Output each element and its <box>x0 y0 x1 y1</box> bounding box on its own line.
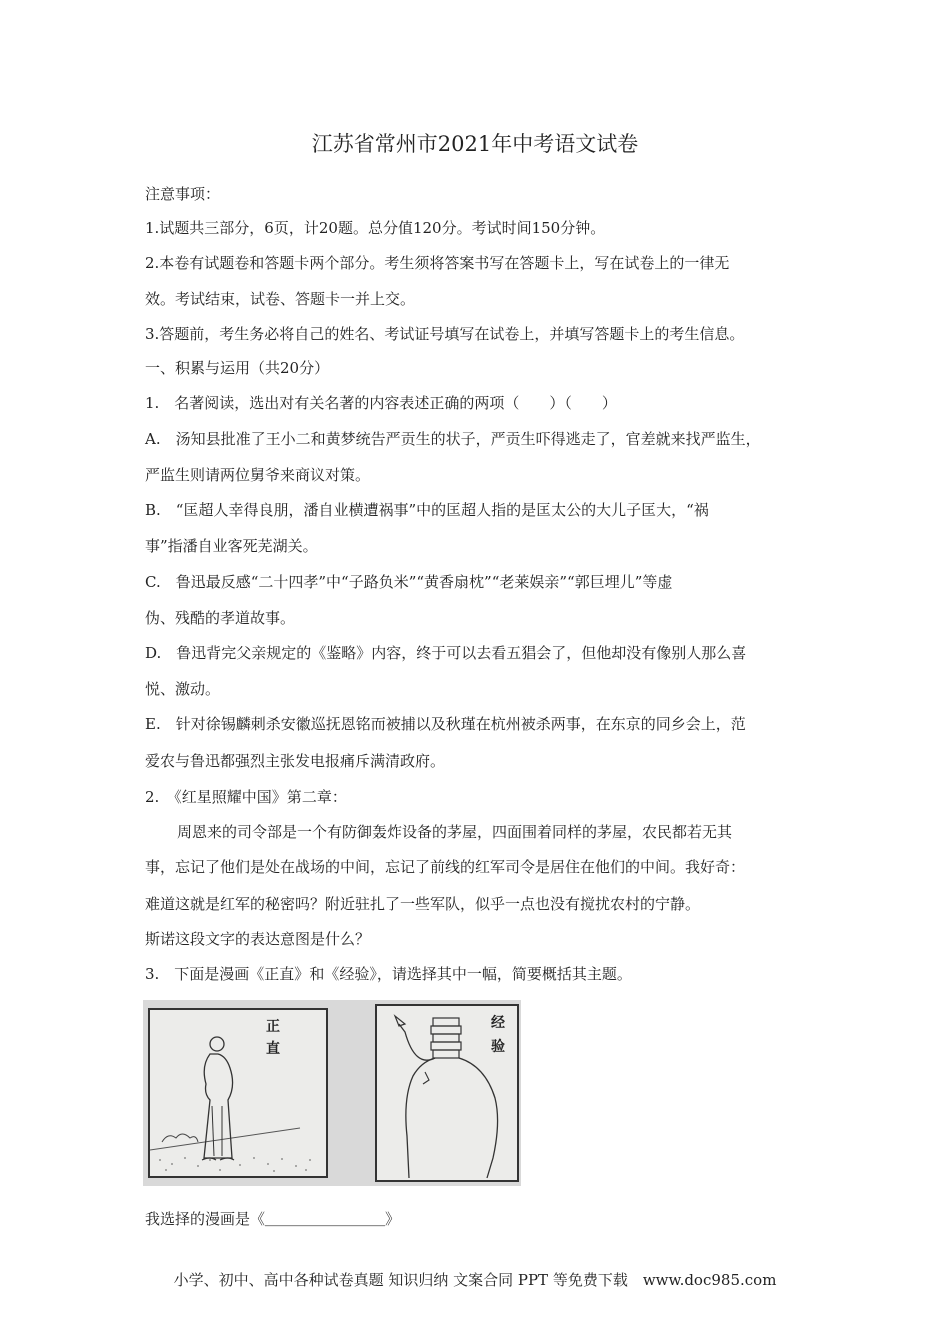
notes-line-2b: 效。考试结束，试卷、答题卡一并上交。 <box>145 290 416 308</box>
comic-zhengzhi-panel <box>148 1008 328 1178</box>
passage-line-2: 事，忘记了他们是处在战场的中间，忘记了前线的红军司令是居住在他们的中间。我好奇： <box>145 858 746 876</box>
comic-jingyan-panel <box>375 1004 519 1182</box>
notes-line-2a: 2.本卷有试题卷和答题卡两个部分。考生须将答案书写在答题卡上，写在试卷上的一律无 <box>145 254 730 272</box>
notes-line-1: 1.试题共三部分，6页，计20题。总分值120分。考试时间150分钟。 <box>145 219 606 237</box>
question-3-stem: 3. 下面是漫画《正直》和《经验》，请选择其中一幅，简要概括其主题。 <box>145 965 632 983</box>
question-2-stem: 2. 《红星照耀中国》第二章： <box>145 788 347 806</box>
comic-zhengzhi-drawing <box>150 1010 326 1176</box>
option-a-line-2: 严监生则请两位舅爷来商议对策。 <box>145 466 371 484</box>
comic-jingyan-caption-2: 验 <box>491 1039 505 1055</box>
comic-jingyan-caption-1: 经 <box>491 1015 505 1031</box>
passage-line-3: 难道这就是红军的秘密吗？附近驻扎了一些军队，似乎一点也没有搅扰农村的宁静。 <box>145 895 701 913</box>
option-c-line-2: 伪、残酷的孝道故事。 <box>145 609 296 627</box>
question-1-stem: 1. 名著阅读，选出对有关名著的内容表述正确的两项（ ）（ ） <box>145 394 617 412</box>
comic-pair-image <box>143 1000 521 1186</box>
comic-jingyan-drawing <box>377 1006 517 1180</box>
option-c-line-1: C. 鲁迅最反感“二十四孝”中“子路负米”“黄香扇枕”“老莱娱亲”“郭巨埋儿”等虚 <box>145 573 673 591</box>
answer-line: 我选择的漫画是《＿＿＿＿＿＿＿＿》 <box>145 1210 401 1228</box>
option-d-line-2: 悦、激动。 <box>145 680 221 698</box>
notes-line-3: 3.答题前，考生务必将自己的姓名、考试证号填写在试卷上，并填写答题卡上的考生信息。 <box>145 325 745 343</box>
passage-line-1: 周恩来的司令部是一个有防御轰炸设备的茅屋，四面围着同样的茅屋，农民都若无其 <box>177 823 733 841</box>
option-b-line-1: B. “匡超人幸得良朋，潘自业横遭祸事”中的匡超人指的是匡太公的大儿子匡大，“祸 <box>145 501 709 519</box>
page-title: 江苏省常州市2021年中考语文试卷 <box>311 132 639 156</box>
section-heading: 一、积累与运用（共20分） <box>145 359 330 377</box>
comic-zhengzhi-caption-2: 直 <box>266 1041 280 1057</box>
question-2-ask: 斯诺这段文字的表达意图是什么？ <box>145 930 371 948</box>
notes-heading: 注意事项： <box>145 185 221 203</box>
option-b-line-2: 事”指潘自业客死芜湖关。 <box>145 537 318 555</box>
comic-zhengzhi-caption-1: 正 <box>266 1019 280 1035</box>
option-a-line-1: A. 汤知县批准了王小二和黄梦统告严贡生的状子，严贡生吓得逃走了，官差就来找严监生， <box>145 430 761 448</box>
option-e-line-1: E. 针对徐锡麟刺杀安徽巡抚恩铭而被捕以及秋瑾在杭州被杀两事，在东京的同乡会上，范 <box>145 715 746 733</box>
option-d-line-1: D. 鲁迅背完父亲规定的《鉴略》内容，终于可以去看五猖会了，但他却没有像别人那么喜 <box>145 644 747 662</box>
option-e-line-2: 爱农与鲁迅都强烈主张发电报痛斥满清政府。 <box>145 752 446 770</box>
page-footer: 小学、初中、高中各种试卷真题 知识归纳 文案合同 PPT 等免费下载 www.doc985.com <box>173 1271 777 1289</box>
